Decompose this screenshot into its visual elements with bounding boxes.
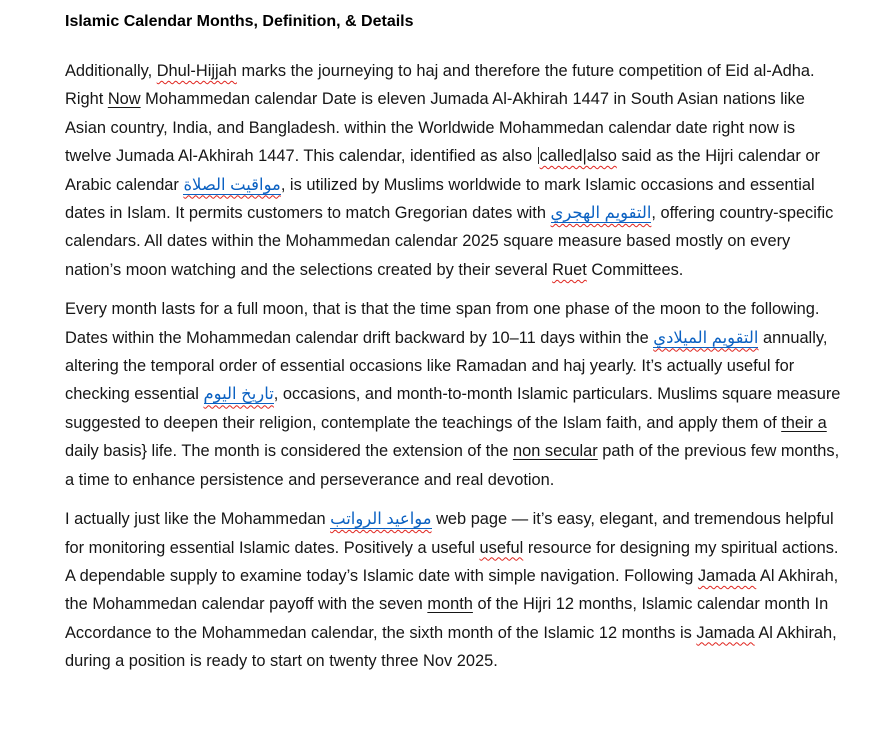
text-cursor [538, 147, 539, 164]
text-run: I actually just like the Mohammedan [65, 510, 331, 529]
misspelled-text: called|also [539, 147, 617, 166]
text-run: web page — it’s easy, elegant, and tremendous helpful for monitoring essential Islamic dates. Positively a useful [65, 510, 839, 557]
document-title: Islamic Calendar Months, Definition, & Details [65, 13, 414, 30]
underlined-text: their a [781, 413, 827, 432]
misspelled-text: Ruet [552, 260, 587, 279]
misspelled-text: Jamada [696, 623, 755, 642]
text-run: of the Hijri 12 months, Islamic calendar month In Accordance to the Mohammedan calendar, the sixth month of the Islamic 12 months is [65, 595, 832, 642]
text-run: Al Akhirah, the Mohammedan calendar payoff with the seven [65, 566, 843, 614]
paragraph[interactable] [65, 295, 846, 494]
text-run: , is utilized by Muslims worldwide to mark Islamic occasions and essential dates in Islam. It permits customers to match Gregorian dates with [65, 175, 820, 223]
text-run: Every month lasts for a full moon, that is that the time span from one phase of the moon to the following. Dates within the Mohammedan calendar drift backward by 10–11 days within the [65, 300, 824, 347]
text-run: marks the journeying to haj and therefore the future competition of Eid al-Adha. Right [65, 62, 820, 109]
text-run: , occasions, and month-to-month Islamic particulars. Muslims square measure suggested to deepen their religion, contemplate the teachings of the Islam faith, and apply them of [65, 385, 845, 432]
paragraph[interactable] [65, 505, 846, 675]
underlined-text: non secular [512, 442, 598, 461]
underlined-text: month [427, 595, 473, 614]
document-body[interactable] [65, 57, 846, 676]
text-run: Al Akhirah, during a position is ready to start on twenty three Nov 2025. [65, 623, 842, 671]
underlined-text: Now [107, 90, 141, 109]
misspelled-text: Dhul-Hijjah [156, 62, 237, 80]
hyperlink[interactable]: تاريخ اليوم [203, 385, 274, 404]
paragraph[interactable] [65, 57, 846, 284]
text-run: path of the previous few months, a time to enhance persistence and perseverance and real devotion. [65, 442, 844, 489]
text-run: daily basis} life. The month is considered the extension of the [65, 413, 832, 461]
text-run: annually, altering the temporal order of essential occasions like Ramadan and haj yearly. It’s actually useful for checking essential [65, 328, 832, 404]
hyperlink[interactable]: مواعيد الرواتب [330, 510, 432, 529]
hyperlink[interactable]: التقويم الهجري [550, 204, 652, 223]
hyperlink[interactable]: مواقيت الصلاة [183, 175, 281, 194]
misspelled-text: useful [479, 538, 524, 557]
text-run: resource for designing my spiritual actions. A dependable supply to examine today’s Islamic date with simple navigation. Following [65, 538, 843, 585]
text-run: , offering country-specific calendars. All dates within the Mohammedan calendar 2025 square measure based mostly on every nation’s moon watching and the selections created by their several [65, 204, 838, 279]
text-run: Mohammedan calendar Date is eleven Jumada Al-Akhirah 1447 in South Asian nations like Asian country, India, and Bangladesh. within the Worldwide Mohammedan calendar date right now is twelve Jumada Al-Akhirah 1447. This calendar, identified as also [65, 90, 809, 166]
text-run: said as the Hijri calendar or Arabic calendar [65, 147, 824, 194]
misspelled-text: Jamada [697, 566, 757, 585]
text-run: Committees. [586, 260, 684, 279]
hyperlink[interactable]: التقويم الميلادي [653, 328, 759, 347]
text-run: Additionally, [65, 62, 157, 80]
